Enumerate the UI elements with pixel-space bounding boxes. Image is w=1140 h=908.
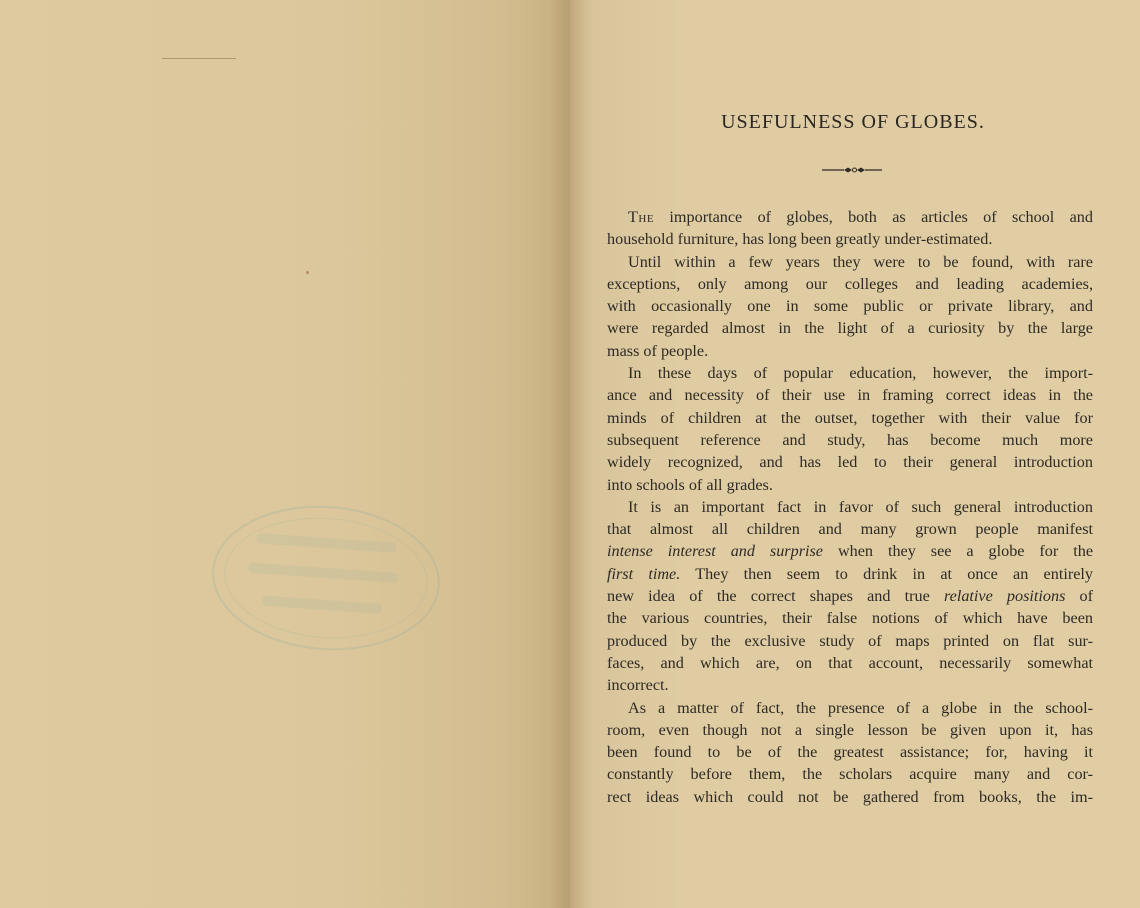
text-run: subsequent reference and study, has become much more [607,430,1093,449]
text-line [607,741,1093,763]
text-line [607,451,1093,473]
text-run: widely recognized, and has led to their general introduction [607,453,1093,472]
text-line [607,474,1093,496]
text-line [607,228,1093,250]
text-run: minds of children at the outset, together with their value for [607,408,1093,427]
italic-phrase: first time. [607,564,681,583]
text-line [607,518,1093,540]
text-line [607,585,1093,607]
text-line [607,630,1093,652]
book-gutter [548,0,588,908]
text-line [607,563,1093,585]
text-line [607,273,1093,295]
text-line [607,384,1093,406]
text-line [607,763,1093,785]
paragraph [607,362,1093,496]
faint-rule-mark [162,58,236,59]
italic-phrase: relative positions [943,587,1066,606]
text-line [607,652,1093,674]
text-line [607,206,1093,228]
library-stamp-icon [207,498,444,658]
text-run: Until within a few years they were to be found, with rare [628,252,1093,271]
paragraph [607,206,1093,251]
text-run: faces, and which are, on that account, necessarily somewhat [607,653,1093,672]
text-run: with occasionally one in some public or private library, and [607,297,1093,316]
text-run: constantly before them, the scholars acquire many and cor- [607,765,1093,784]
paragraph [607,697,1093,808]
text-line [607,362,1093,384]
page-title: USEFULNESS OF GLOBES. [721,111,985,133]
text-run: the various countries, their false notions of which have been [607,609,1093,628]
text-line [607,407,1093,429]
text-run: been found to be of the greatest assistance; for, having it [607,743,1093,762]
text-line [607,719,1093,741]
text-run: rect ideas which could not be gathered from books, the im- [607,787,1093,806]
text-line [607,496,1093,518]
paper-speck [306,271,309,274]
italic-phrase: intense interest and surprise [607,542,823,561]
text-line [607,251,1093,273]
text-run: In these days of popular education, however, the import- [628,364,1093,383]
text-line [607,340,1093,362]
text-line [607,317,1093,339]
text-run: produced by the exclusive study of maps printed on flat sur- [607,631,1093,650]
paragraph [607,496,1093,697]
text-run: into schools of all grades. [607,475,773,494]
text-run: importance of globes, both as articles of school and [654,208,1093,226]
paragraph [607,251,1093,362]
text-run: They then seem to drink in at once an entirely [680,564,1093,583]
text-run: ance and necessity of their use in framing correct ideas in the [607,386,1093,405]
fleuron-rule-icon [820,163,884,177]
text-run: It is an important fact in favor of such general introduction [628,497,1093,516]
text-run: new idea of the correct shapes and true [607,587,944,606]
text-run: household furniture, has long been greatly under-estimated. [607,230,993,249]
small-caps-word: The [628,208,655,226]
text-line [607,786,1093,808]
text-line [607,429,1093,451]
text-run: mass of people. [607,341,709,360]
text-line [607,674,1093,696]
text-line [607,607,1093,629]
text-run: room, even though not a single lesson be given upon it, has [607,720,1093,739]
text-run: incorrect. [607,676,669,695]
body-text [607,206,1093,808]
text-run: when they see a globe for the [823,542,1094,561]
text-line [607,295,1093,317]
text-run: that almost all children and many grown people manifest [607,520,1093,539]
text-run: As a matter of fact, the presence of a globe in the school- [628,698,1093,717]
text-line [607,540,1093,562]
text-line [607,697,1093,719]
text-run: exceptions, only among our colleges and leading academies, [607,274,1093,293]
text-run: of [1065,587,1094,606]
text-run: were regarded almost in the light of a curiosity by the large [607,319,1093,338]
